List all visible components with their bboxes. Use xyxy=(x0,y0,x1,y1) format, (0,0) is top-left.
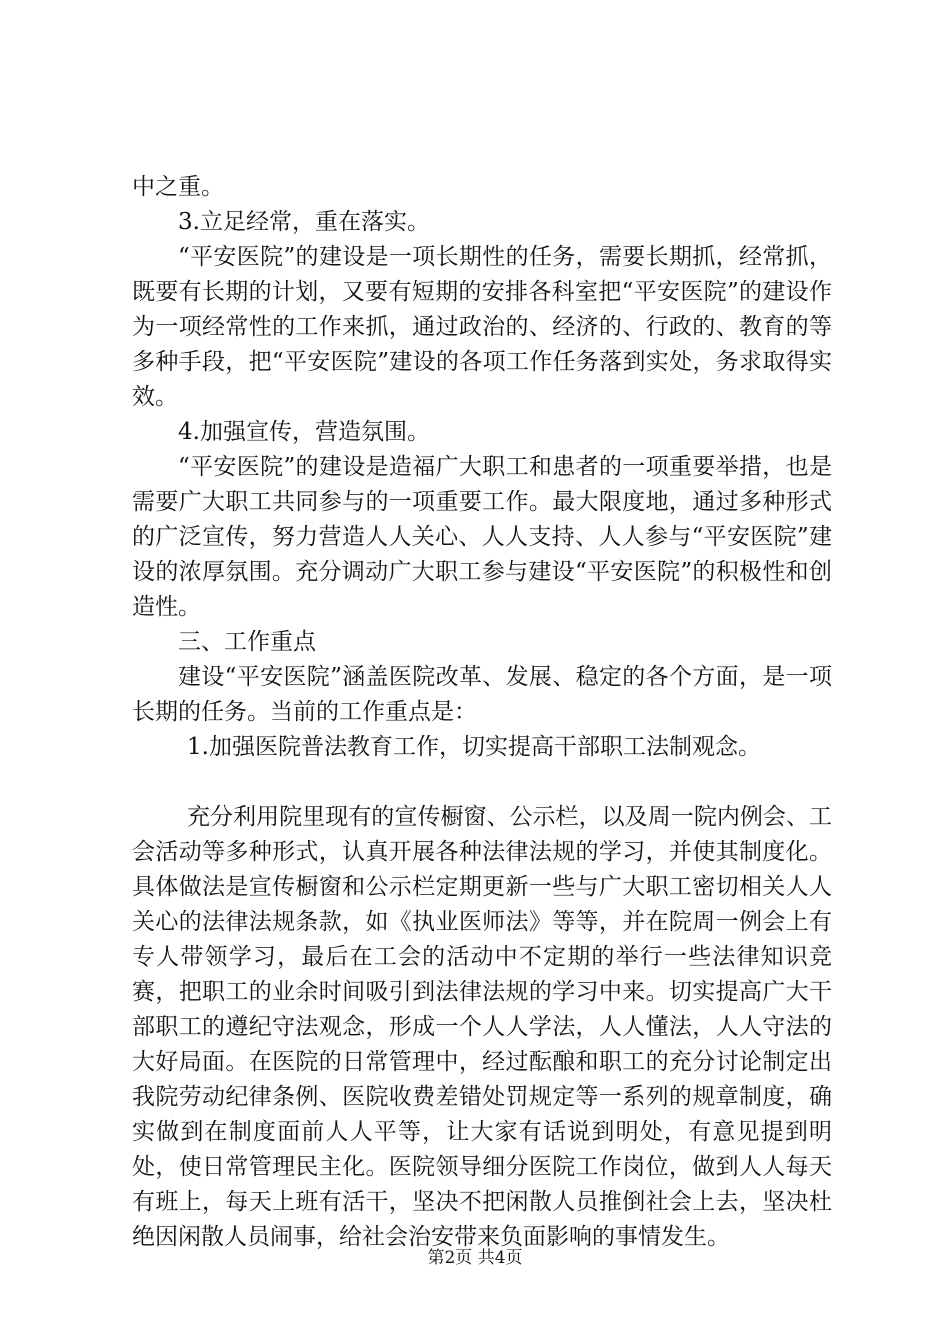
subheading-4: 4.加强宣传，营造氛围。 xyxy=(178,419,430,445)
paragraph-long-term: “平安医院”的建设是一项长期性的任务，需要长期抓，经常抓，既要有长期的计划，又要有短期的安排各科室把“平安医院”的建设作为一项经常性的工作来抓，通过政治的、经济的、行政的、教育的等多种手段，把“平安医院”建设的各项工作任务落到实处，务求取得实效。 xyxy=(132,244,832,410)
page-number-label: 第2页 共4页 xyxy=(427,1248,523,1268)
page-footer xyxy=(0,1247,950,1269)
paragraph-publicity: “平安医院”的建设是造福广大职工和患者的一项重要举措，也是需要广大职工共同参与的一项重要工作。最大限度地，通过多种形式的广泛宣传，努力营造人人关心、人人支持、人人参与“平安医院”建设的浓厚氛围。充分调动广大职工参与建设“平安医院”的积极性和创造性。 xyxy=(132,454,832,620)
section-heading-work-focus: 三、工作重点 xyxy=(178,629,316,655)
blank-line xyxy=(132,765,832,800)
subheading-1-legal-education: 1.加强医院普法教育工作，切实提高干部职工法制观念。 xyxy=(187,734,761,760)
document-body xyxy=(132,170,832,1255)
subheading-3: 3.立足经常，重在落实。 xyxy=(178,209,430,235)
paragraph-legal-education: 充分利用院里现有的宣传橱窗、公示栏，以及周一院内例会、工会活动等多种形式，认真开展各种法律法规的学习，并使其制度化。具体做法是宣传橱窗和公示栏定期更新一些与广大职工密切相关人人关心的法律法规条款，如《执业医师法》等等，并在院周一例会上有专人带领学习，最后在工会的活动中不定期的举行一些法律知识竞赛，把职工的业余时间吸引到法律法规的学习中来。切实提高广大干部职工的遵纪守法观念，形成一个人人学法，人人懂法，人人守法的大好局面。在医院的日常管理中，经过酝酿和职工的充分讨论制定出我院劳动纪律条例、医院收费差错处罚规定等一系列的规章制度，确实做到在制度面前人人平等，让大家有话说到明处，有意见提到明处，使日常管理民主化。医院领导细分医院工作岗位，做到人人每天有班上，每天上班有活干，坚决不把闲散人员推倒社会上去，坚决杜绝因闲散人员闹事，给社会治安带来负面影响的事情发生。 xyxy=(132,804,832,1250)
paragraph-continuation: 中之重。 xyxy=(132,174,224,200)
paragraph-work-focus-intro: 建设“平安医院”涵盖医院改革、发展、稳定的各个方面，是一项长期的任务。当前的工作重点是： xyxy=(132,664,832,725)
